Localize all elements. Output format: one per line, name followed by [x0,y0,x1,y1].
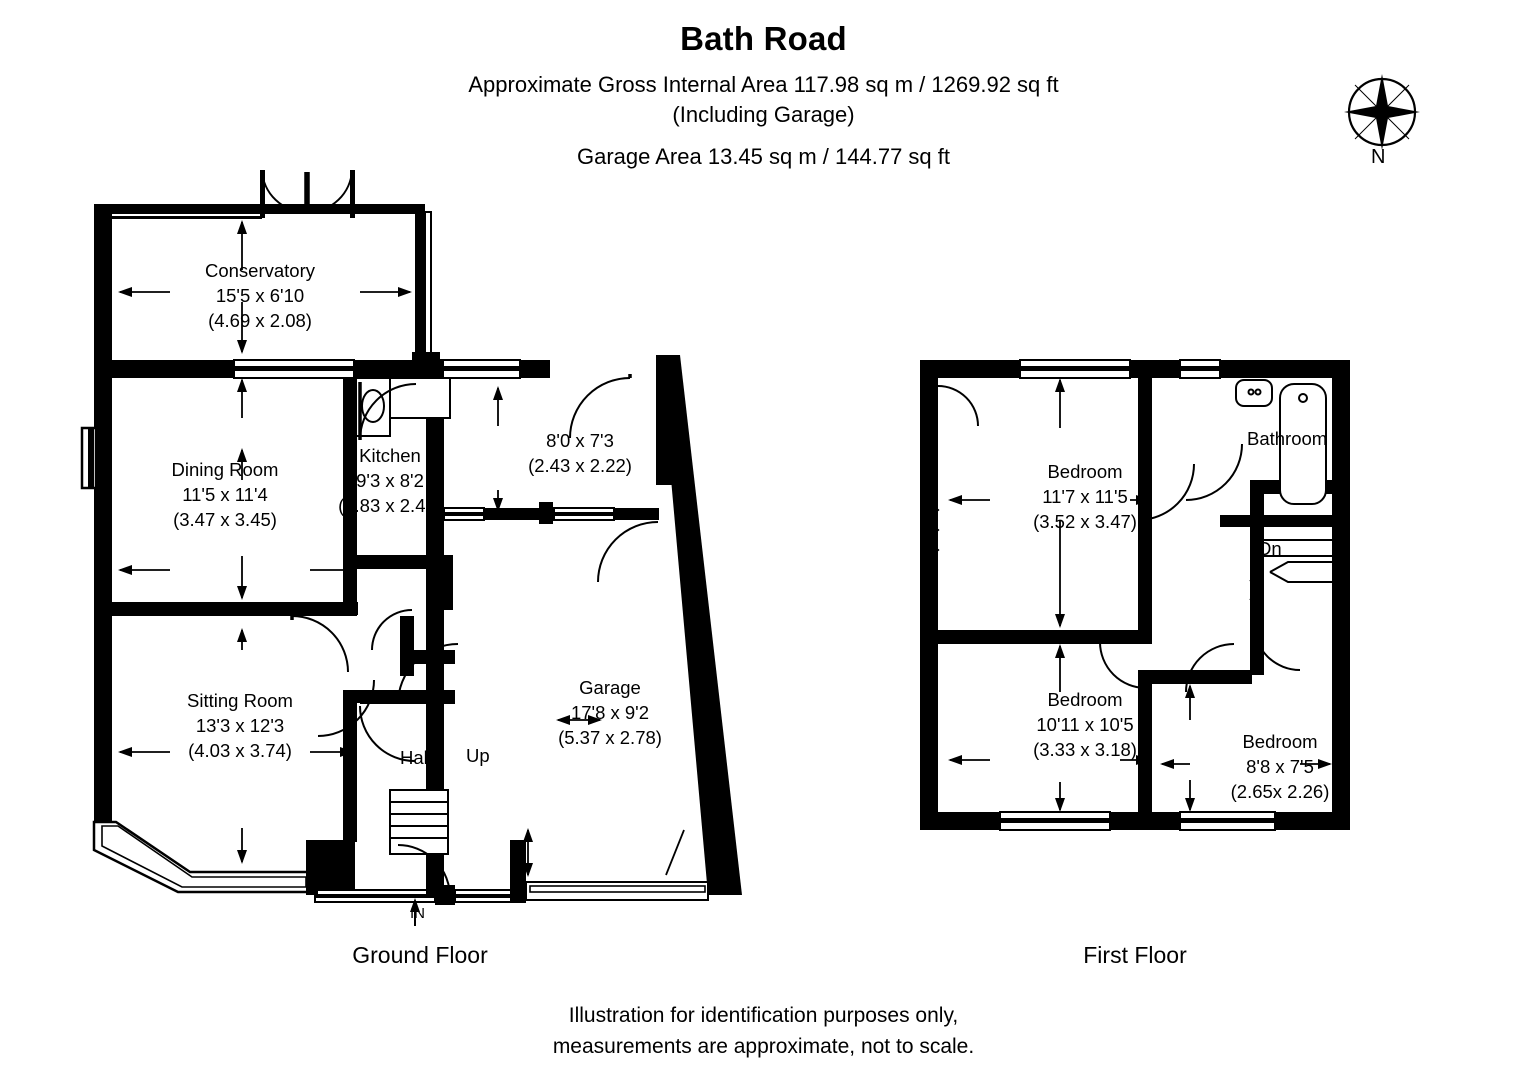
room-dim-imperial: 8'8 x 7'5 [1246,756,1314,777]
disclaimer [0,1000,1527,1062]
room-label-study [480,428,680,478]
room-dim-metric: (3.33 x 3.18) [1033,739,1137,760]
room-label-bedroom-3 [1180,729,1380,804]
room-dim-imperial: 11'5 x 11'4 [182,484,268,505]
ground-floor-caption: Ground Floor [352,942,488,968]
disclaimer-line-1: Illustration for identification purposes only, [568,1004,959,1027]
room-dim-imperial: 15'5 x 6'10 [215,285,305,306]
room-dim-metric: (4.69 x 2.08) [208,310,312,331]
page-title: Bath Road [680,20,847,57]
room-name: Garage [579,677,641,698]
room-name: Bedroom [1047,461,1123,482]
compass-north-label: N [1371,146,1386,168]
room-dim-metric: (5.37 x 2.78) [558,727,662,748]
room-dim-metric: (4.03 x 3.74) [188,740,292,761]
room-name: Bedroom [1047,689,1123,710]
first-floor-caption: First Floor [1083,942,1187,968]
room-dim-imperial: 9'3 x 8'2 [356,470,424,491]
disclaimer-line-2: measurements are approximate, not to scale. [552,1035,975,1058]
room-label-sitting-room [110,688,370,763]
room-name: Bedroom [1242,731,1318,752]
bathroom-label: Bathroom [1247,428,1328,449]
room-dim-metric: (3.52 x 3.47) [1033,511,1137,532]
room-label-conservatory [130,258,390,333]
hall-label: Hall [400,747,432,768]
room-label-bedroom-2 [955,687,1215,762]
room-label-kitchen [290,443,490,518]
gross-area-line: Approximate Gross Internal Area 117.98 sq m / 1269.92 sq ft [468,72,1059,97]
room-dim-imperial: 10'11 x 10'5 [1036,714,1134,735]
room-dim-metric: (2.83 x 2.49) [338,495,442,516]
room-name: Dining Room [171,459,279,480]
room-dim-imperial: 11'7 x 11'5 [1042,486,1128,507]
room-dim-metric: (2.65x 2.26) [1230,781,1330,802]
room-name: Kitchen [359,445,421,466]
stairs-up-label: Up [466,745,490,766]
room-dim-imperial: 13'3 x 12'3 [195,715,285,736]
stairs-down-label: Dn [1258,538,1282,559]
room-name: Conservatory [204,260,315,281]
room-dim-metric: (2.43 x 2.22) [528,455,632,476]
room-label-bedroom-1 [955,459,1215,534]
room-dim-imperial: 8'0 x 7'3 [546,430,614,451]
garage-area-line: Garage Area 13.45 sq m / 144.77 sq ft [576,144,950,169]
room-label-garage [500,675,720,750]
including-garage-line: (Including Garage) [672,102,855,127]
room-dim-imperial: 17'8 x 9'2 [570,702,650,723]
room-name: Sitting Room [187,690,293,711]
room-dim-metric: (3.47 x 3.45) [173,509,277,530]
entrance-label: IN [410,905,425,922]
